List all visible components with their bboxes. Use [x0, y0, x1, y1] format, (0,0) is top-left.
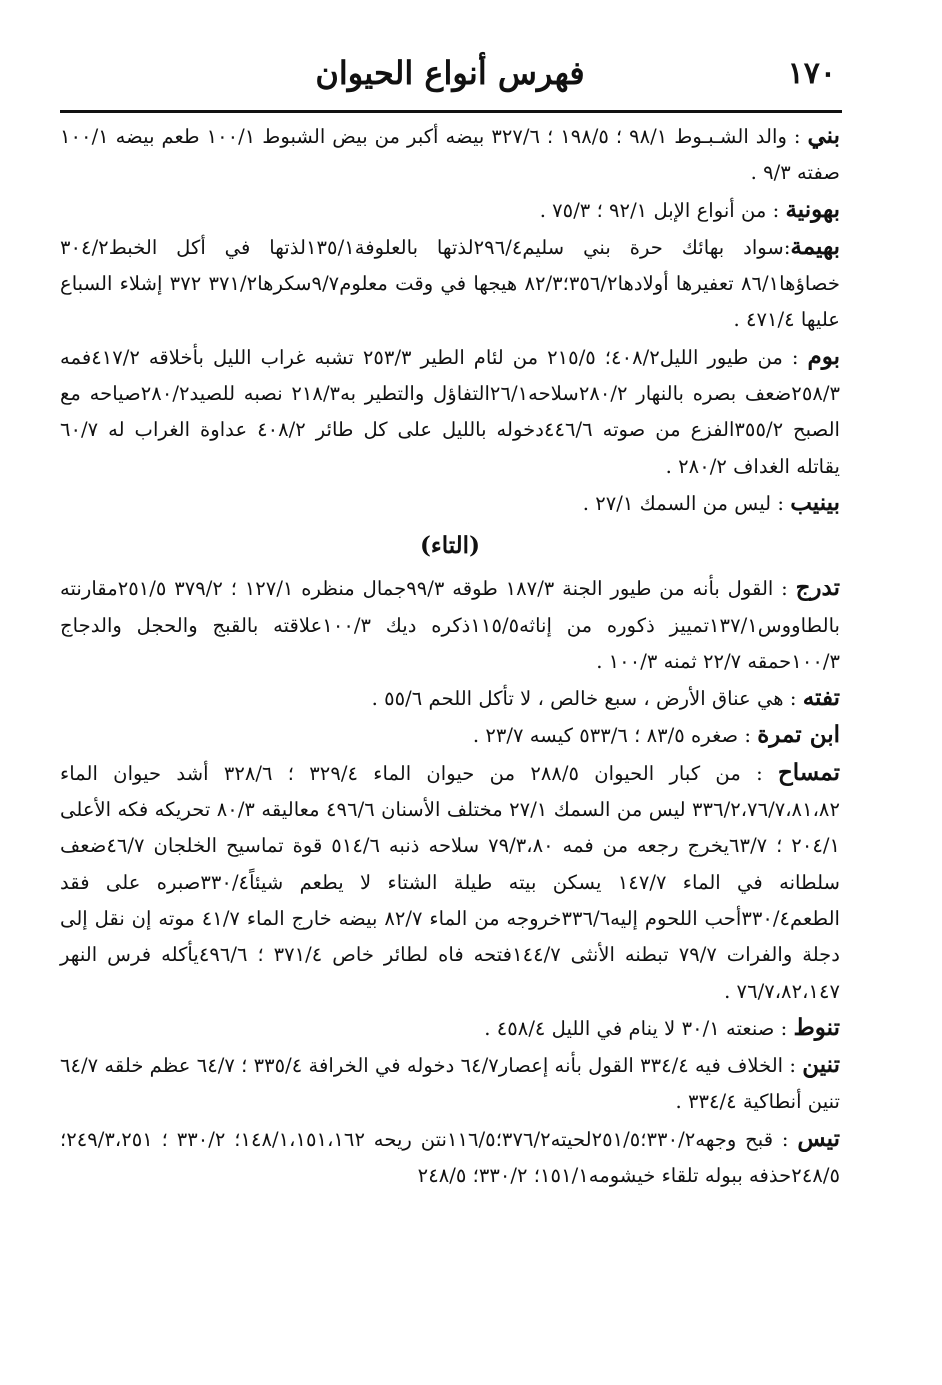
entry-text: :سواد بهائك حرة بني سليم٢٩٦/٤لذتها بالعلوفة١٣٥/١لذتها في أكل الخبط٣٠٤/٢ خصاؤها٨٦/١ تعفيرها أولادها٣٥٦/٢؛٨٢/٣ هيجها في وقت معلوم٩/٧سكرها٣٧١/٢ ٣٧٢ إشلاء السباع عليها ٤٧١/٤ .: [60, 235, 840, 332]
entry-text: : صغره ٨٣/٥ ؛ ٥٣٣/٦ كيسه ٢٣/٧ .: [472, 724, 758, 748]
entry-text: : قبح وجهه٣٣٠/٢؛٢٥١/٥لحيته٣٧٦/٢؛١١٦/٥نتن ريحه ١٤٨/١،١٥١،١٦٢؛ ٣٣٠/٢ ؛ ٢٤٩/٣،٢٥١؛٢٤٨/٥حذفه ببوله تلقاء خيشومه١٥١/١؛ ٣٣٠/٢؛ ٢٤٨/٥: [60, 1127, 840, 1188]
entry-term: تدرج: [795, 574, 840, 602]
entry-term: ابن تمرة: [757, 721, 840, 749]
index-entry: [60, 118, 840, 192]
entry-text: : من كبار الحيوان ٢٨٨/٥ من حيوان الماء ٣٢٩/٤ ؛ ٣٢٨/٦ أشد حيوان الماء ٣٣٦/٢،٧٦/٧،٨١،٨٢ ليس من السمك ٢٧/١ مختلف الأسنان ٤٩٦/٦ معاليقه ٨٠/٣ تحريكه فكه الأعلى ٢٠٤/١ ؛ ٦٣/٧يخرج رجعه من فمه ٧٩/٣،٨٠ سلاحه ذنبه ٥١٤/٦ قوة تماسيح الخلجان ٤٦/٧ضعف سلطانه في الماء ١٤٧/٧ يسكن بيته طيلة الشتاء لا يطعم شيئاً٣٣٠/٤صبره على فقد الطعم٣٣٠/٤أحب اللحوم إليه٣٣٦/٦خروجه من الماء ٨٢/٧ بيضه خارج الماء ٤١/٧ موته إن نقل إلى دجلة والفرات ٧٩/٧ تبطنه الأنثى ١٤٤/٧فتحه فاه لطائر خاص ٣٧١/٤ ؛ ٤٩٦/٦يأكله فرس النهر ٧٦/٧،٨٢،١٤٧ .: [60, 761, 841, 1003]
entry-text: : القول بأنه من طيور الجنة ١٨٧/٣ طوقه ٩٩/٣جمال منظره ١٢٧/١ ؛ ٣٧٩/٢ ٢٥١/٥مقارنته بالطاووس١٣٧/١تمييز ذكوره من إناثه١١٥/٥ذكره ديك ١٠٠/٣علاقته بالقبج والحجل والدجاج ١٠٠/٣حمقه ٢٢/٧ ثمنه ١٠٠/٣ .: [60, 577, 841, 673]
index-entry: [60, 1010, 840, 1047]
index-entry: [60, 339, 840, 485]
entry-text: : الخلاف فيه ٣٣٤/٤ القول بأنه إعصار٦٤/٧ دخوله في الخرافة ٣٣٥/٤ ؛ ٦٤/٧ عظم خلقه ٦٤/٧ تنين أنطاكية ٣٣٤/٤ .: [60, 1054, 840, 1114]
index-entry: [60, 570, 840, 680]
entry-text: : من طيور الليل٤٠٨/٢؛ ٢١٥/٥ من لئام الطير ٢٥٣/٣ تشبه غراب الليل بأخلاقه ٤١٧/٢فمه ٢٥٨/٣ضعف بصره بالنهار ٢٨٠/٢سلاحه٢٦/١التفاؤل والتطير به٢١٨/٣ نصبه للصيد٢٨٠/٢صياحه مع الصبح ٣٥٥/٢الفزع من صوته ٤٤٦/٦دخوله بالليل على كل طائر ٤٠٨/٢ عداوة الغراب له ٦٠/٧ يقاتله الغداف ٢٨٠/٢ .: [60, 345, 840, 478]
index-entry: [60, 485, 840, 522]
entry-term: تيس: [797, 1124, 841, 1152]
index-entry: [60, 1047, 840, 1121]
index-entry: [60, 717, 840, 754]
index-entry: [60, 755, 840, 1010]
page-title: فهرس أنواع الحيوان: [315, 54, 585, 92]
header-divider: [60, 110, 842, 113]
entry-term: بوم: [807, 342, 840, 370]
entry-term: بهونية: [785, 195, 840, 223]
entry-term: بني: [807, 122, 841, 149]
entry-term: تفته: [802, 684, 840, 712]
index-entry: [60, 229, 840, 339]
page-number: ١٧٠: [787, 56, 836, 91]
entry-term: تنوط: [793, 1013, 840, 1041]
entry-term: تنين: [802, 1051, 840, 1079]
section-heading: (التاء): [420, 532, 480, 560]
entry-term: بهيمة: [790, 232, 840, 260]
entry-text: : هي عناق الأرض ، سبع خالص ، لا تأكل اللحم ٥٥/٦ .: [371, 687, 803, 711]
page-header: [60, 48, 840, 104]
entry-text: : ليس من السمك ٢٧/١ .: [582, 491, 791, 515]
index-entry: [60, 680, 840, 717]
entry-text: : من أنواع الإبل ٩٢/١ ؛ ٧٥/٣ .: [539, 198, 786, 222]
index-body: [60, 118, 840, 1194]
index-entry: [60, 192, 840, 229]
index-entry: [60, 1121, 840, 1195]
entry-term: تمساح: [777, 758, 840, 786]
entry-text: : صنعته ٣٠/١ لا ينام في الليل ٤٥٨/٤ .: [484, 1016, 794, 1040]
entry-text: : والد الشـبـوط ٩٨/١ ؛ ١٩٨/٥ ؛ ٣٢٧/٦ بيضه أكبر من بيض الشبوط ١٠٠/١ طعم بيضه ١٠٠/١ صفته ٩/٣ .: [60, 125, 840, 185]
entry-term: بينيب: [790, 488, 840, 516]
